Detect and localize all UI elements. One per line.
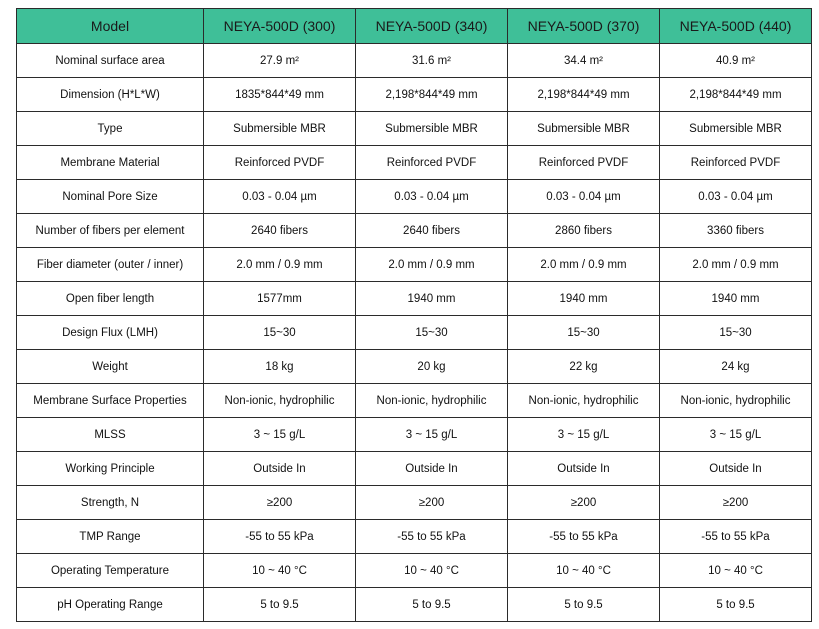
value-cell: 1940 mm bbox=[508, 282, 660, 316]
table-row bbox=[17, 146, 812, 180]
value-cell: 3 ~ 15 g/L bbox=[204, 418, 356, 452]
value-cell: ≥200 bbox=[508, 486, 660, 520]
value-cell: 2.0 mm / 0.9 mm bbox=[660, 248, 812, 282]
value-cell: 2640 fibers bbox=[356, 214, 508, 248]
value-cell: 0.03 - 0.04 µm bbox=[356, 180, 508, 214]
value-cell: Submersible MBR bbox=[356, 112, 508, 146]
value-cell: 0.03 - 0.04 µm bbox=[660, 180, 812, 214]
row-label-cell: Type bbox=[17, 112, 204, 146]
table-row bbox=[17, 282, 812, 316]
value-cell: 3 ~ 15 g/L bbox=[356, 418, 508, 452]
value-cell: 1577mm bbox=[204, 282, 356, 316]
table-row bbox=[17, 486, 812, 520]
row-label-cell: Strength, N bbox=[17, 486, 204, 520]
value-cell: 20 kg bbox=[356, 350, 508, 384]
table-row bbox=[17, 384, 812, 418]
value-cell: 34.4 m² bbox=[508, 44, 660, 78]
row-label-cell: Nominal Pore Size bbox=[17, 180, 204, 214]
value-cell: 22 kg bbox=[508, 350, 660, 384]
table-row bbox=[17, 316, 812, 350]
value-cell: 3 ~ 15 g/L bbox=[508, 418, 660, 452]
value-cell: ≥200 bbox=[356, 486, 508, 520]
value-cell: 2,198*844*49 mm bbox=[660, 78, 812, 112]
table-row bbox=[17, 350, 812, 384]
table-header bbox=[17, 9, 812, 44]
row-label-cell: Working Principle bbox=[17, 452, 204, 486]
value-cell: 3 ~ 15 g/L bbox=[660, 418, 812, 452]
value-cell: 24 kg bbox=[660, 350, 812, 384]
value-cell: 5 to 9.5 bbox=[508, 588, 660, 622]
value-cell: Outside In bbox=[508, 452, 660, 486]
value-cell: 10 ~ 40 °C bbox=[660, 554, 812, 588]
value-cell: Non-ionic, hydrophilic bbox=[508, 384, 660, 418]
table-row bbox=[17, 520, 812, 554]
value-cell: 5 to 9.5 bbox=[660, 588, 812, 622]
value-cell: 27.9 m² bbox=[204, 44, 356, 78]
value-cell: -55 to 55 kPa bbox=[204, 520, 356, 554]
table-row bbox=[17, 44, 812, 78]
value-cell: 2860 fibers bbox=[508, 214, 660, 248]
value-cell: 2,198*844*49 mm bbox=[356, 78, 508, 112]
row-label-cell: MLSS bbox=[17, 418, 204, 452]
value-cell: Submersible MBR bbox=[508, 112, 660, 146]
value-cell: Submersible MBR bbox=[204, 112, 356, 146]
value-cell: 15~30 bbox=[356, 316, 508, 350]
value-cell: 2,198*844*49 mm bbox=[508, 78, 660, 112]
value-cell: 2.0 mm / 0.9 mm bbox=[204, 248, 356, 282]
header-neya-340: NEYA-500D (340) bbox=[356, 9, 508, 44]
table-row bbox=[17, 554, 812, 588]
header-neya-300: NEYA-500D (300) bbox=[204, 9, 356, 44]
row-label-cell: Design Flux (LMH) bbox=[17, 316, 204, 350]
value-cell: 0.03 - 0.04 µm bbox=[204, 180, 356, 214]
value-cell: 5 to 9.5 bbox=[356, 588, 508, 622]
value-cell: Reinforced PVDF bbox=[356, 146, 508, 180]
row-label-cell: pH Operating Range bbox=[17, 588, 204, 622]
value-cell: 15~30 bbox=[508, 316, 660, 350]
table-row bbox=[17, 588, 812, 622]
table-row bbox=[17, 452, 812, 486]
value-cell: -55 to 55 kPa bbox=[356, 520, 508, 554]
value-cell: Non-ionic, hydrophilic bbox=[356, 384, 508, 418]
value-cell: -55 to 55 kPa bbox=[660, 520, 812, 554]
header-model: Model bbox=[17, 9, 204, 44]
table-row bbox=[17, 112, 812, 146]
spec-table bbox=[16, 8, 812, 622]
row-label-cell: TMP Range bbox=[17, 520, 204, 554]
value-cell: 5 to 9.5 bbox=[204, 588, 356, 622]
value-cell: Outside In bbox=[660, 452, 812, 486]
row-label-cell: Membrane Surface Properties bbox=[17, 384, 204, 418]
value-cell: 10 ~ 40 °C bbox=[508, 554, 660, 588]
row-label-cell: Number of fibers per element bbox=[17, 214, 204, 248]
table-row bbox=[17, 78, 812, 112]
row-label-cell: Open fiber length bbox=[17, 282, 204, 316]
value-cell: 31.6 m² bbox=[356, 44, 508, 78]
row-label-cell: Weight bbox=[17, 350, 204, 384]
row-label-cell: Membrane Material bbox=[17, 146, 204, 180]
header-neya-440: NEYA-500D (440) bbox=[660, 9, 812, 44]
value-cell: 40.9 m² bbox=[660, 44, 812, 78]
row-label-cell: Dimension (H*L*W) bbox=[17, 78, 204, 112]
value-cell: 15~30 bbox=[660, 316, 812, 350]
value-cell: 1940 mm bbox=[660, 282, 812, 316]
value-cell: 1835*844*49 mm bbox=[204, 78, 356, 112]
value-cell: 10 ~ 40 °C bbox=[204, 554, 356, 588]
value-cell: Outside In bbox=[204, 452, 356, 486]
value-cell: 0.03 - 0.04 µm bbox=[508, 180, 660, 214]
value-cell: Reinforced PVDF bbox=[660, 146, 812, 180]
value-cell: -55 to 55 kPa bbox=[508, 520, 660, 554]
value-cell: 2640 fibers bbox=[204, 214, 356, 248]
table-row bbox=[17, 248, 812, 282]
value-cell: 2.0 mm / 0.9 mm bbox=[356, 248, 508, 282]
value-cell: 1940 mm bbox=[356, 282, 508, 316]
value-cell: 3360 fibers bbox=[660, 214, 812, 248]
row-label-cell: Operating Temperature bbox=[17, 554, 204, 588]
table-row bbox=[17, 418, 812, 452]
value-cell: 18 kg bbox=[204, 350, 356, 384]
row-label-cell: Fiber diameter (outer / inner) bbox=[17, 248, 204, 282]
header-row bbox=[17, 9, 812, 44]
value-cell: ≥200 bbox=[660, 486, 812, 520]
table-row bbox=[17, 180, 812, 214]
value-cell: Non-ionic, hydrophilic bbox=[660, 384, 812, 418]
row-label-cell: Nominal surface area bbox=[17, 44, 204, 78]
header-neya-370: NEYA-500D (370) bbox=[508, 9, 660, 44]
value-cell: Reinforced PVDF bbox=[204, 146, 356, 180]
value-cell: Reinforced PVDF bbox=[508, 146, 660, 180]
value-cell: 2.0 mm / 0.9 mm bbox=[508, 248, 660, 282]
table-row bbox=[17, 214, 812, 248]
value-cell: 15~30 bbox=[204, 316, 356, 350]
value-cell: Submersible MBR bbox=[660, 112, 812, 146]
table-body bbox=[17, 44, 812, 622]
value-cell: Non-ionic, hydrophilic bbox=[204, 384, 356, 418]
value-cell: Outside In bbox=[356, 452, 508, 486]
value-cell: 10 ~ 40 °C bbox=[356, 554, 508, 588]
value-cell: ≥200 bbox=[204, 486, 356, 520]
